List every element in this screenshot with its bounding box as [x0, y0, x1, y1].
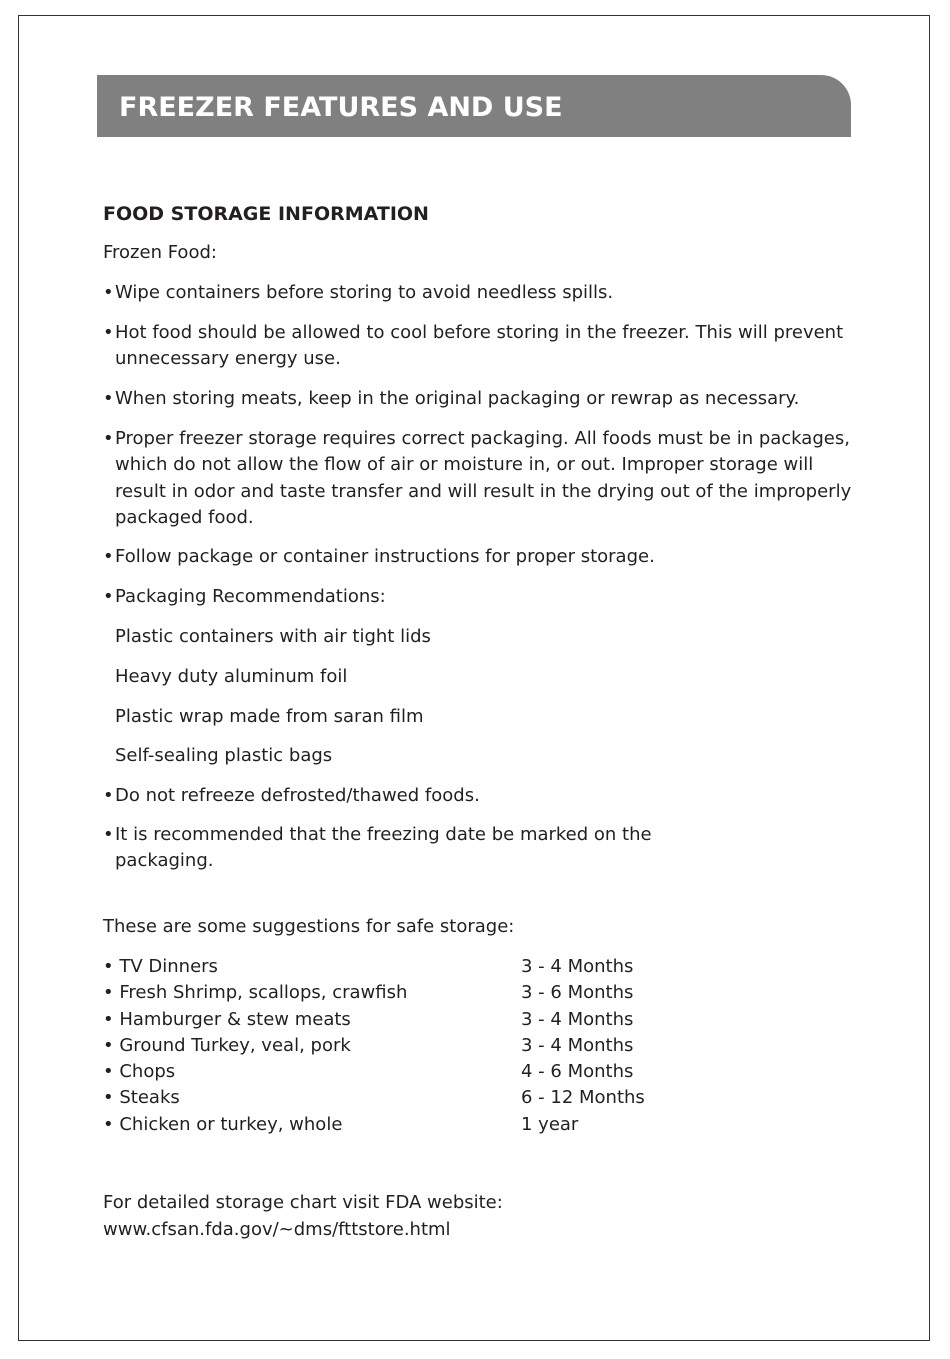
bullet-dot: •	[103, 388, 114, 409]
storage-table	[103, 954, 853, 1138]
bullet-storing-meats: •When storing meats, keep in the original packaging or rewrap as necessary.	[103, 386, 853, 412]
table-row	[103, 1007, 853, 1033]
bullet-do-not-refreeze: •Do not refreeze defrosted/thawed foods.	[103, 783, 853, 809]
fda-note: For detailed storage chart visit FDA website:	[103, 1192, 503, 1213]
storage-item: • Hamburger & stew meats	[103, 1008, 351, 1030]
bullet-follow-instructions: •Follow package or container instructions for proper storage.	[103, 544, 853, 570]
section-banner	[97, 75, 851, 137]
table-row	[103, 980, 853, 1006]
storage-duration: 3 - 4 Months	[521, 956, 634, 977]
storage-item: • Fresh Shrimp, scallops, crawfish	[103, 982, 408, 1004]
packaging-item: Plastic wrap made from saran film	[115, 706, 424, 727]
storage-item: • Steaks	[103, 1087, 180, 1109]
bullet-dot: •	[103, 824, 114, 845]
table-row	[103, 1112, 853, 1138]
bullet-wipe-containers: •Wipe containers before storing to avoid needless spills.	[103, 280, 853, 306]
bullet-dot: •	[103, 428, 114, 449]
bullet-dot: •	[103, 785, 114, 806]
packaging-item: Plastic containers with air tight lids	[115, 626, 431, 647]
storage-item: • Chops	[103, 1061, 176, 1083]
fda-url: www.cfsan.fda.gov/~dms/fttstore.html	[103, 1219, 451, 1240]
storage-duration: 4 - 6 Months	[521, 1061, 634, 1083]
page-title: FREEZER FEATURES AND USE	[119, 92, 563, 123]
bullet-dot: •	[103, 322, 114, 343]
packaging-item: Heavy duty aluminum foil	[115, 666, 348, 687]
section-title: FOOD STORAGE INFORMATION	[103, 203, 429, 225]
bullet-hot-food: •Hot food should be allowed to cool before storing in the freezer. This will prevent unnecessary energy use.	[103, 322, 844, 370]
bullet-packaging-recommendations: •Packaging Recommendations:	[103, 584, 853, 610]
bullet-proper-packaging: •Proper freezer storage requires correct packaging. All foods must be in packages, which do not allow the flow of air or moisture in, or out. Improper storage will result in odor and taste transfer and will result in the drying out of the improperly packaged food.	[103, 428, 852, 528]
bullet-dot: •	[103, 586, 114, 607]
bullet-dot: •	[103, 546, 114, 567]
storage-item: • TV Dinners	[103, 956, 218, 977]
safe-storage-intro: These are some suggestions for safe storage:	[103, 916, 515, 937]
table-row	[103, 1059, 853, 1085]
storage-duration: 6 - 12 Months	[521, 1087, 645, 1109]
storage-duration: 3 - 6 Months	[521, 982, 634, 1004]
storage-duration: 1 year	[521, 1113, 579, 1135]
frozen-food-label: Frozen Food:	[103, 242, 217, 263]
storage-item: • Chicken or turkey, whole	[103, 1113, 343, 1135]
storage-item: • Ground Turkey, veal, pork	[103, 1034, 351, 1056]
storage-duration: 3 - 4 Months	[521, 1034, 634, 1056]
table-row	[103, 1033, 853, 1059]
table-row	[103, 954, 853, 980]
table-row	[103, 1085, 853, 1111]
packaging-item: Self-sealing plastic bags	[115, 745, 333, 766]
bullet-dot: •	[103, 282, 114, 303]
bullet-freezing-date: •It is recommended that the freezing date be marked on the packaging.	[103, 824, 652, 872]
storage-duration: 3 - 4 Months	[521, 1008, 634, 1030]
